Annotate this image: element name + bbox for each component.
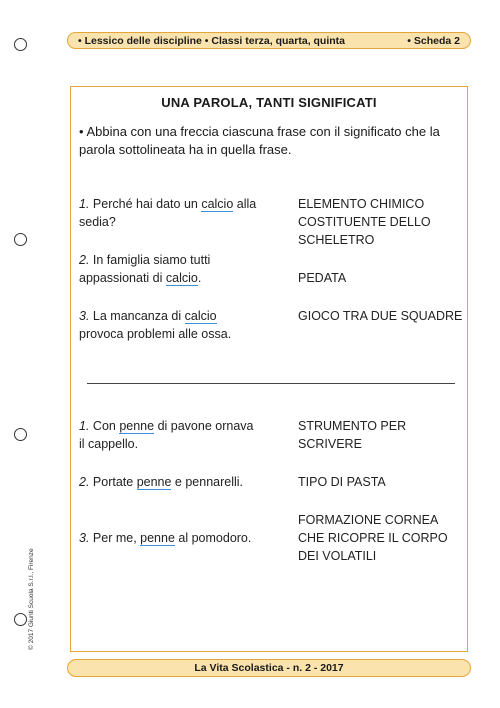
copyright-text: © 2017 Giunti Scuola S.r.l., Firenze <box>28 548 35 650</box>
binder-hole-1 <box>14 38 27 51</box>
underlined-word: calcio <box>184 309 217 323</box>
meaning-2-2: TIPO DI PASTA <box>298 475 386 489</box>
section-divider <box>87 383 455 384</box>
sentence-2-2: 2. Portate penne e pennarelli. <box>79 475 244 489</box>
header-right-text: • Scheda 2 <box>407 34 460 47</box>
footer-bar <box>67 659 471 677</box>
meaning-1-2: PEDATA <box>298 271 347 285</box>
underlined-word: calcio <box>165 271 198 285</box>
instruction-text: • Abbina con una freccia ciascuna frase con il significato che la parola sottolineata ha in quella frase. <box>79 124 440 157</box>
page-title: UNA PAROLA, TANTI SIGNIFICATI <box>161 95 377 110</box>
meaning-2-1: STRUMENTO PER SCRIVERE <box>298 419 407 451</box>
worksheet-card <box>70 86 468 652</box>
underlined-word: calcio <box>201 197 234 211</box>
header-bar <box>67 32 471 49</box>
underlined-word: penne <box>140 531 175 545</box>
sentence-1-2: 2. In famiglia siamo tutti appassionati di calcio. <box>79 253 211 285</box>
footer-text: La Vita Scolastica - n. 2 - 2017 <box>194 662 344 674</box>
meaning-1-3: GIOCO TRA DUE SQUADRE <box>298 309 463 323</box>
binder-hole-2 <box>14 233 27 246</box>
underlined-word: penne <box>136 475 172 489</box>
sentence-1-1: 1. Perché hai dato un calcio alla sedia? <box>79 197 257 229</box>
binder-hole-3 <box>14 428 27 441</box>
header-left-text: • Lessico delle discipline • Classi terza, quarta, quinta <box>78 34 346 47</box>
underlined-word: penne <box>119 419 155 433</box>
sentence-2-3: 3. Per me, penne al pomodoro. <box>79 531 252 545</box>
meaning-1-1: ELEMENTO CHIMICO COSTITUENTE DELLO SCHELETRO <box>298 197 431 247</box>
meaning-2-3: FORMAZIONE CORNEA CHE RICOPRE IL CORPO DEI VOLATILI <box>298 513 448 563</box>
sentence-1-3: 3. La mancanza di calcio provoca problemi alle ossa. <box>79 309 232 341</box>
sentence-2-1: 1. Con penne di pavone ornava il cappello. <box>79 419 254 451</box>
binder-hole-4 <box>14 613 27 626</box>
